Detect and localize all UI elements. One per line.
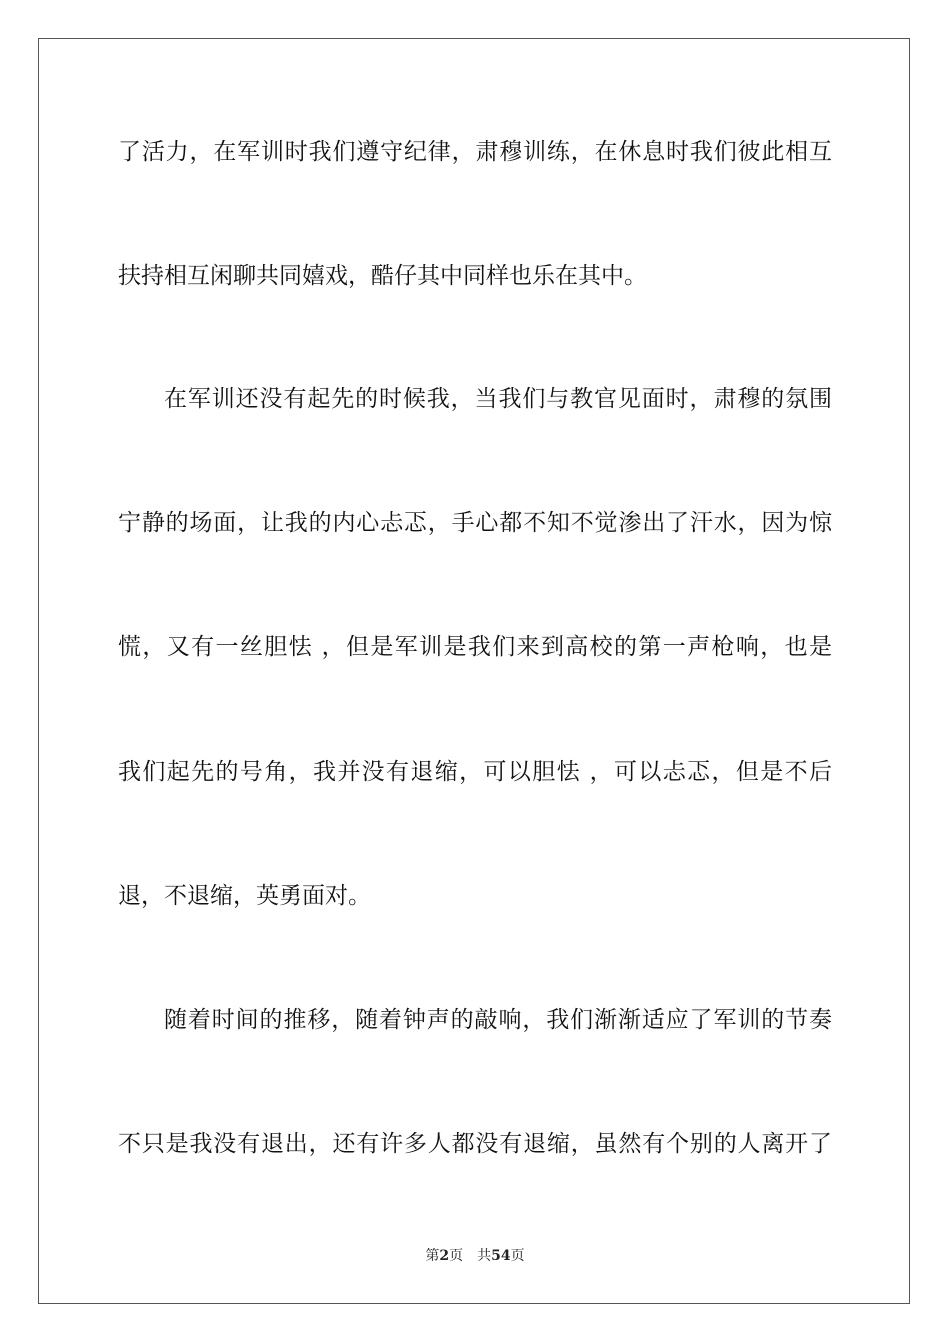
text-line-4: 宁静的场面，让我的内心忐忑，手心都不知不觉渗出了汗水，因为惊 bbox=[118, 510, 832, 536]
page-footer bbox=[0, 1247, 950, 1265]
text-line-9: 不只是我没有退出，还有许多人都没有退缩，虽然有个别的人离开了 bbox=[118, 1131, 832, 1157]
text-line-6: 我们起先的号角，我并没有退缩，可以胆怯 ，可以忐忑，但是不后 bbox=[118, 759, 832, 785]
page-label-prefix: 第 bbox=[425, 1248, 440, 1264]
total-label-suffix: 页 bbox=[510, 1248, 525, 1264]
page-frame bbox=[38, 38, 910, 1304]
page-number: 2 bbox=[439, 1248, 450, 1264]
total-pages: 54 bbox=[491, 1248, 511, 1264]
text-line-5: 慌，又有一丝胆怯 ，但是军训是我们来到高校的第一声枪响，也是 bbox=[118, 634, 832, 660]
text-line-1: 了活力，在军训时我们遵守纪律，肃穆训练，在休息时我们彼此相互 bbox=[118, 139, 832, 165]
text-line-2: 扶持相互闲聊共同嬉戏，酷仔其中同样也乐在其中。 bbox=[118, 263, 647, 289]
page-label-suffix: 页 bbox=[449, 1248, 464, 1264]
text-line-7: 退，不退缩，英勇面对。 bbox=[118, 883, 371, 909]
text-line-8: 随着时间的推移，随着钟声的敲响，我们渐渐适应了军训的节奏 bbox=[164, 1007, 832, 1033]
text-line-3: 在军训还没有起先的时候我，当我们与教官见面时，肃穆的氛围 bbox=[164, 386, 832, 412]
total-label-prefix: 共 bbox=[477, 1248, 492, 1264]
